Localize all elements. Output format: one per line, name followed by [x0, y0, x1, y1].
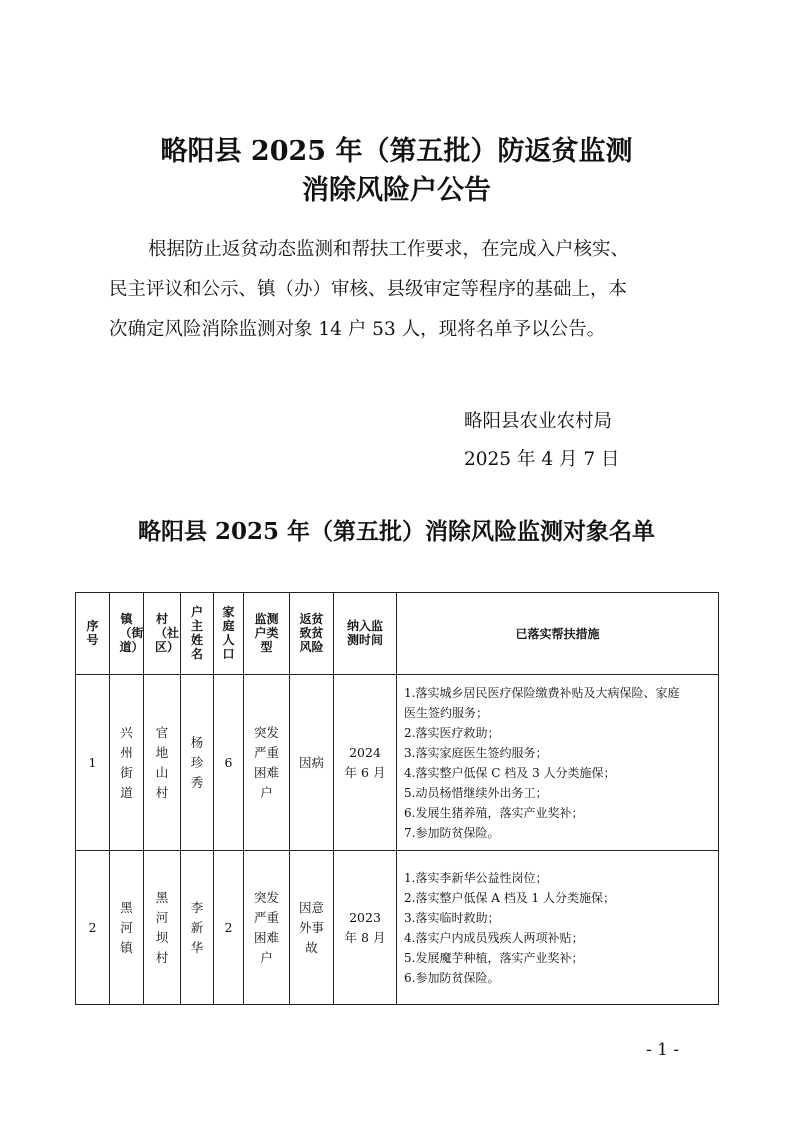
- cell-town: 兴州街道: [110, 675, 144, 851]
- cell-no: 2: [76, 851, 110, 1005]
- monitoring-list-table: [75, 592, 719, 1005]
- header-cell-risk: 返贫致贫风险: [290, 593, 334, 675]
- table-row: [76, 675, 719, 851]
- announcement-title-line1: 略阳县 2025 年（第五批）防返贫监测: [160, 136, 633, 167]
- cell-size: 6: [214, 675, 244, 851]
- body-paragraph-line1: 根据防止返贫动态监测和帮扶工作要求，在完成入户核实、: [148, 239, 630, 260]
- cell-type: 突发严重困难户: [244, 675, 290, 851]
- cell-town: 黑河镇: [110, 851, 144, 1005]
- cell-time: 2024 年 6 月: [334, 675, 397, 851]
- measure-item: 2.落实医疗救助；: [404, 725, 500, 740]
- signature-date: 2025 年 4 月 7 日: [464, 449, 620, 470]
- cell-time: 2023 年 8 月: [334, 851, 397, 1005]
- cell-risk: 因意外事故: [290, 851, 334, 1005]
- page-number: - 1 -: [646, 1040, 680, 1060]
- measure-item: 医生签约服务；: [404, 705, 489, 720]
- header-cell-measures: 已落实帮扶措施: [397, 593, 719, 675]
- body-paragraph-line2: 民主评议和公示、镇（办）审核、县级审定等程序的基础上，本: [109, 279, 628, 300]
- cell-measures: [397, 675, 719, 851]
- table-row: [76, 851, 719, 1005]
- list-title: 略阳县 2025 年（第五批）消除风险监测对象名单: [137, 518, 656, 545]
- cell-type: 突发严重困难户: [244, 851, 290, 1005]
- announcement-title-line2: 消除风险户公告: [302, 175, 491, 206]
- header-cell-type: 监测户类型: [244, 593, 290, 675]
- cell-village: 黑河坝村: [144, 851, 181, 1005]
- body-paragraph-line3: 次确定风险消除监测对象 14 户 53 人，现将名单予以公告。: [109, 319, 606, 340]
- header-cell-no: 序号: [76, 593, 110, 675]
- header-cell-size: 家庭人口: [214, 593, 244, 675]
- header-cell-village: 村（社区）: [144, 593, 181, 675]
- header-cell-town: 镇（街道）: [110, 593, 144, 675]
- measure-item: 4.落实整户低保 C 档及 3 人分类施保；: [404, 765, 616, 780]
- header-cell-name: 户主姓名: [181, 593, 214, 675]
- measure-item: 3.落实家庭医生签约服务；: [404, 745, 548, 760]
- cell-measures: [397, 851, 719, 1005]
- cell-name: 李新华: [181, 851, 214, 1005]
- measure-item: 1.落实李新华公益性岗位；: [404, 870, 548, 885]
- measure-item: 6.参加防贫保险。: [404, 970, 500, 985]
- header-cell-time: 纳入监测时间: [334, 593, 397, 675]
- measure-item: 2.落实整户低保 A 档及 1 人分类施保；: [404, 890, 616, 905]
- measure-item: 1.落实城乡居民医疗保险缴费补贴及大病保险、家庭: [404, 685, 680, 700]
- measure-item: 6.发展生猪养殖，落实产业奖补；: [404, 805, 584, 820]
- measure-item: 3.落实临时救助；: [404, 910, 500, 925]
- measure-item: 5.发展魔芋种植，落实产业奖补；: [404, 950, 584, 965]
- cell-no: 1: [76, 675, 110, 851]
- cell-village: 官地山村: [144, 675, 181, 851]
- cell-name: 杨珍秀: [181, 675, 214, 851]
- measure-item: 7.参加防贫保险。: [404, 825, 500, 840]
- signature-organization: 略阳县农业农村局: [464, 411, 613, 432]
- measure-item: 4.落实户内成员残疾人两项补贴；: [404, 930, 584, 945]
- table-header-row: [76, 593, 719, 675]
- measure-item: 5.动员杨惜继续外出务工；: [404, 785, 548, 800]
- cell-risk: 因病: [290, 675, 334, 851]
- cell-size: 2: [214, 851, 244, 1005]
